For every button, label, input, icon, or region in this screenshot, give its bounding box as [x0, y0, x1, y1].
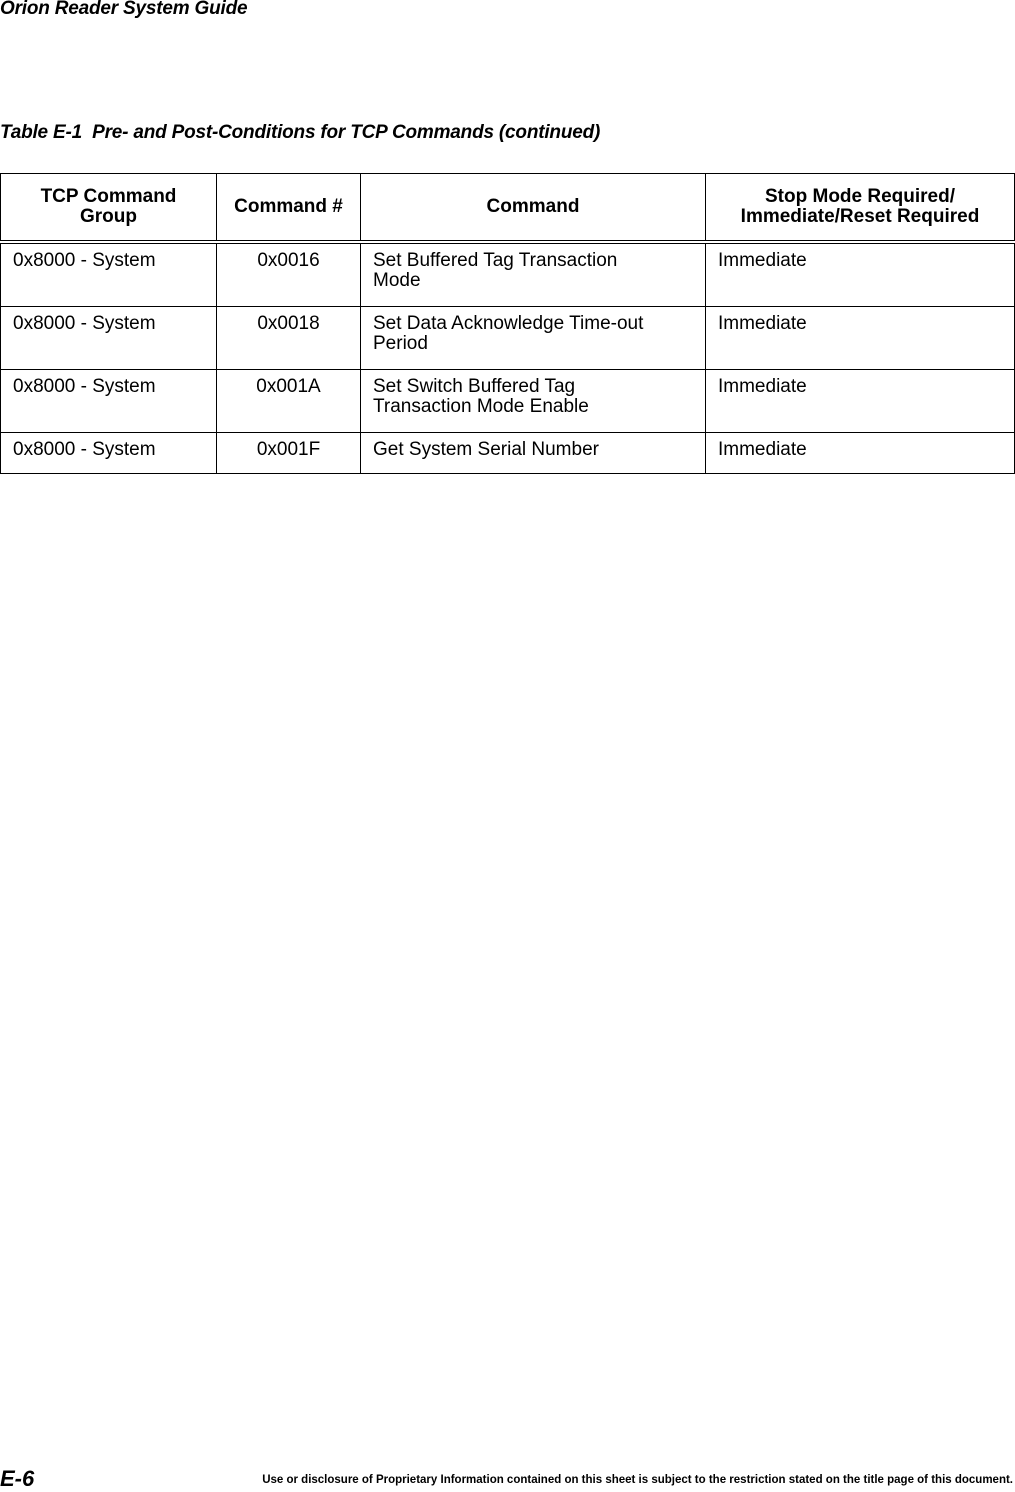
cell-group: 0x8000 - System	[1, 433, 217, 474]
footer-proprietary-notice: Use or disclosure of Proprietary Information contained on this sheet is subject to the restriction stated on the title page of this document.	[262, 1474, 1013, 1486]
cell-mode: Immediate	[706, 242, 1015, 307]
cell-mode: Immediate	[706, 370, 1015, 433]
cell-number: 0x001F	[217, 433, 361, 474]
column-header-command: Command	[361, 174, 706, 243]
cell-command: Set Data Acknowledge Time-out Period	[361, 307, 706, 370]
table-header-row	[1, 174, 1015, 243]
table-row	[1, 370, 1015, 433]
cell-command: Get System Serial Number	[361, 433, 706, 474]
cell-mode: Immediate	[706, 307, 1015, 370]
cell-number: 0x0018	[217, 307, 361, 370]
cell-group: 0x8000 - System	[1, 242, 217, 307]
cell-command: Set Switch Buffered Tag Transaction Mode Enable	[361, 370, 706, 433]
column-header-group: TCP Command Group	[1, 174, 217, 243]
cell-number: 0x001A	[217, 370, 361, 433]
tcp-commands-table	[0, 173, 1015, 474]
cell-group: 0x8000 - System	[1, 307, 217, 370]
column-header-mode: Stop Mode Required/ Immediate/Reset Required	[706, 174, 1015, 243]
cell-group: 0x8000 - System	[1, 370, 217, 433]
table-row	[1, 433, 1015, 474]
table-caption: Table E-1 Pre- and Post-Conditions for TCP Commands (continued)	[0, 122, 601, 143]
column-header-number: Command #	[217, 174, 361, 243]
table-row	[1, 307, 1015, 370]
table-row	[1, 242, 1015, 307]
footer-page-number: E-6	[0, 1466, 35, 1491]
cell-mode: Immediate	[706, 433, 1015, 474]
cell-command: Set Buffered Tag Transaction Mode	[361, 242, 706, 307]
cell-number: 0x0016	[217, 242, 361, 307]
running-header-title: Orion Reader System Guide	[0, 0, 248, 19]
